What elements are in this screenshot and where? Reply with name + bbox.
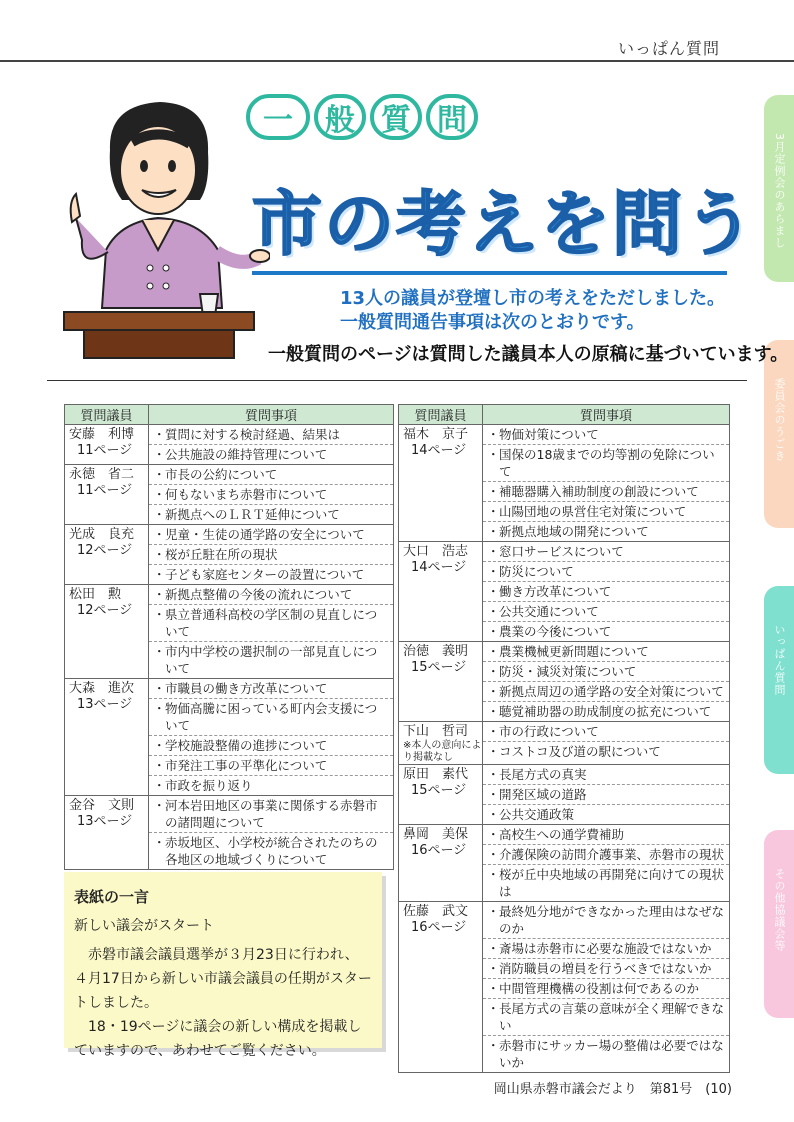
member-cell	[65, 525, 149, 585]
items-cell	[149, 679, 394, 796]
bullet-icon: ・	[153, 607, 166, 622]
member-name: 鼻岡 美保	[403, 827, 469, 842]
question-text: 長尾方式の真実	[499, 767, 587, 782]
question-text: 市長の公約について	[165, 467, 278, 482]
bullet-icon: ・	[487, 504, 500, 519]
bullet-icon: ・	[487, 941, 500, 956]
member-page[interactable]: 11ページ	[77, 443, 133, 458]
bullet-icon: ・	[487, 867, 500, 882]
member-page[interactable]: 12ページ	[77, 603, 133, 618]
side-tab-committee[interactable]: 委員会のうごき	[764, 340, 794, 528]
member-cell	[65, 585, 149, 679]
bullet-icon: ・	[487, 847, 500, 862]
member-name: 福木 京子	[403, 427, 469, 442]
bullet-icon: ・	[487, 767, 500, 782]
items-cell	[149, 525, 394, 585]
bullet-icon: ・	[153, 835, 166, 850]
question-item	[149, 585, 393, 605]
side-tab-session-summary[interactable]: 3月定例会のあらまし	[764, 95, 794, 282]
items-cell	[483, 765, 730, 825]
question-item	[483, 979, 729, 999]
bullet-icon: ・	[153, 758, 166, 773]
member-name: 治徳 義明	[403, 644, 469, 659]
question-item	[483, 682, 729, 702]
column-header-items: 質問事項	[149, 405, 394, 425]
bullet-icon: ・	[153, 447, 166, 462]
member-cell	[399, 642, 483, 722]
member-cell	[65, 679, 149, 796]
question-item	[149, 505, 393, 524]
question-text: 新拠点地域の開発について	[499, 524, 649, 539]
question-text: 市発注工事の平準化について	[165, 758, 328, 773]
question-text: 新拠点へのＬＲＴ延伸について	[165, 507, 340, 522]
member-page[interactable]: 16ページ	[411, 920, 467, 935]
question-item	[149, 796, 393, 833]
question-item	[149, 525, 393, 545]
items-cell	[149, 425, 394, 465]
member-name: 下山 哲司	[403, 724, 469, 739]
manuscript-note: 一般質問のページは質問した議員本人の原稿に基づいています。	[268, 344, 789, 365]
bullet-icon: ・	[153, 644, 166, 659]
bullet-icon: ・	[487, 827, 500, 842]
items-cell	[483, 825, 730, 902]
question-text: 桜が丘中央地域の再開発に向けての現状は	[499, 867, 725, 899]
question-text: コストコ及び道の駅について	[499, 744, 661, 759]
question-table-right	[398, 404, 730, 1073]
question-text: 防災について	[499, 564, 574, 579]
bullet-icon: ・	[487, 724, 500, 739]
badge-char: 問	[426, 94, 478, 140]
member-cell	[399, 825, 483, 902]
question-item	[483, 602, 729, 622]
bullet-icon: ・	[487, 807, 500, 822]
bullet-icon: ・	[487, 961, 500, 976]
badge-char: 一	[246, 94, 310, 140]
bullet-icon: ・	[487, 904, 500, 919]
bullet-icon: ・	[153, 738, 166, 753]
bullet-icon: ・	[487, 664, 500, 679]
title-underline	[252, 271, 727, 275]
question-text: 物価対策について	[499, 427, 599, 442]
question-text: 何もないまち赤磐市について	[165, 487, 328, 502]
question-text: 市内中学校の選択制の一部見直しについて	[165, 644, 378, 676]
items-cell	[483, 542, 730, 642]
bullet-icon: ・	[487, 544, 500, 559]
member-memo: ※本人の意向により掲載なし	[403, 740, 482, 763]
question-item	[483, 642, 729, 662]
bullet-icon: ・	[487, 447, 500, 462]
bullet-icon: ・	[153, 547, 166, 562]
header-rule	[0, 60, 794, 62]
table-body	[65, 425, 394, 870]
question-text: 働き方改革について	[499, 584, 612, 599]
question-text: 中間管理機構の役割は何であるのか	[499, 981, 700, 996]
question-text: 児童・生徒の通学路の安全について	[165, 527, 365, 542]
question-text: 農業の今後について	[499, 624, 612, 639]
member-name: 永徳 省二	[69, 467, 135, 482]
question-item	[149, 833, 393, 869]
bullet-icon: ・	[487, 787, 500, 802]
bullet-icon: ・	[153, 681, 166, 696]
question-item	[483, 702, 729, 721]
question-text: 公共交通について	[499, 604, 599, 619]
member-cell	[399, 425, 483, 542]
subtitle-line-2: 一般質問通告事項は次のとおりです。	[340, 312, 645, 333]
member-page[interactable]: 13ページ	[77, 697, 133, 712]
member-cell	[399, 765, 483, 825]
question-item	[483, 502, 729, 522]
bullet-icon: ・	[153, 427, 166, 442]
question-item	[149, 699, 393, 736]
question-text: 窓口サービスについて	[499, 544, 624, 559]
table-body	[399, 425, 730, 1073]
member-name: 金谷 文則	[69, 798, 135, 813]
bullet-icon: ・	[487, 584, 500, 599]
table-row	[399, 642, 730, 722]
table-row	[399, 825, 730, 902]
member-name: 松田 勲	[69, 587, 122, 602]
question-item	[483, 902, 729, 939]
question-text: 高校生への通学費補助	[499, 827, 625, 842]
question-text: 質問に対する検討経過、結果は	[165, 427, 341, 442]
bullet-icon: ・	[153, 798, 166, 813]
table-row	[65, 585, 394, 679]
question-item	[149, 776, 393, 795]
question-text: 市職員の働き方改革について	[165, 681, 328, 696]
items-cell	[149, 796, 394, 870]
question-table-left	[64, 404, 394, 870]
question-text: 市政を振り返り	[165, 778, 253, 793]
page-title: 市の考えを問う	[252, 183, 756, 265]
bullet-icon: ・	[487, 744, 500, 759]
question-text: 介護保険の訪問介護事業、赤磐市の現状	[499, 847, 725, 862]
subtitle-line-1: 13人の議員が登壇し市の考えをただしました。	[340, 288, 726, 309]
general-question-badge	[246, 94, 478, 140]
member-name: 大口 浩志	[403, 544, 469, 559]
question-text: 補聴器購入補助制度の創設について	[499, 484, 699, 499]
question-item	[483, 845, 729, 865]
bullet-icon: ・	[487, 704, 500, 719]
badge-char: 質	[370, 94, 422, 140]
speaker-illustration	[50, 90, 270, 360]
question-item	[483, 1036, 729, 1072]
cover-paragraph: 18・19ページに議会の新しい構成を掲載していますので、あわせてご覧ください。	[74, 1019, 362, 1059]
question-text: 子ども家庭センターの設置について	[165, 567, 365, 582]
question-text: 新拠点整備の今後の流れについて	[165, 587, 353, 602]
bullet-icon: ・	[487, 981, 500, 996]
question-item	[149, 736, 393, 756]
bullet-icon: ・	[153, 507, 166, 522]
items-cell	[149, 465, 394, 525]
question-item	[483, 825, 729, 845]
member-name: 原田 素代	[403, 767, 469, 782]
question-text: 最終処分地ができなかった理由はなぜなのか	[499, 904, 725, 936]
column-header-items: 質問事項	[483, 405, 730, 425]
question-item	[483, 805, 729, 824]
items-cell	[483, 902, 730, 1073]
question-text: 河本岩田地区の事業に関係する赤磐市の諸問題について	[165, 798, 378, 830]
side-tab-other-councils[interactable]: その他協議会等	[764, 830, 794, 1018]
badge-char: 般	[314, 94, 366, 140]
member-cell	[399, 902, 483, 1073]
items-cell	[483, 425, 730, 542]
question-item	[483, 522, 729, 541]
question-item	[149, 605, 393, 642]
member-page[interactable]: 11ページ	[77, 483, 133, 498]
question-item	[483, 722, 729, 742]
items-cell	[483, 722, 730, 765]
cover-subtitle: 新しい議会がスタート	[74, 918, 214, 934]
bullet-icon: ・	[153, 567, 166, 582]
bullet-icon: ・	[487, 1001, 500, 1016]
member-page[interactable]: 14ページ	[411, 560, 467, 575]
question-item	[483, 742, 729, 761]
table-row	[65, 525, 394, 585]
question-item	[483, 999, 729, 1036]
question-item	[149, 565, 393, 584]
bullet-icon: ・	[487, 604, 500, 619]
question-item	[149, 756, 393, 776]
table-row	[399, 765, 730, 825]
question-item	[483, 662, 729, 682]
question-item	[483, 785, 729, 805]
question-item	[483, 865, 729, 901]
table-row	[399, 722, 730, 765]
bullet-icon: ・	[153, 778, 166, 793]
question-text: 赤磐市にサッカー場の整備は必要ではないか	[499, 1038, 724, 1070]
side-tab-general-question[interactable]: いっぱん質問	[764, 586, 794, 774]
question-text: 長尾方式の言葉の意味が全く理解できない	[499, 1001, 725, 1033]
question-text: 学校施設整備の進捗について	[165, 738, 328, 753]
question-text: 消防職員の増員を行うべきではないか	[499, 961, 712, 976]
cover-comment-box	[64, 872, 382, 1059]
question-item	[149, 679, 393, 699]
member-cell	[65, 425, 149, 465]
question-item	[483, 482, 729, 502]
question-text: 新拠点周辺の通学路の安全対策について	[499, 684, 724, 699]
cover-title: 表紙の一言	[74, 888, 150, 906]
member-cell	[65, 796, 149, 870]
bullet-icon: ・	[487, 564, 500, 579]
member-page[interactable]: 13ページ	[77, 814, 133, 829]
table-row	[65, 465, 394, 525]
member-page[interactable]: 15ページ	[411, 660, 467, 675]
member-page[interactable]: 14ページ	[411, 443, 467, 458]
member-name: 安藤 利博	[69, 427, 135, 442]
member-page[interactable]: 12ページ	[77, 543, 133, 558]
bullet-icon: ・	[487, 524, 500, 539]
member-cell	[399, 542, 483, 642]
bullet-icon: ・	[487, 1038, 500, 1053]
member-name: 佐藤 武文	[403, 904, 469, 919]
table-row	[399, 542, 730, 642]
question-text: 開発区域の道路	[499, 787, 587, 802]
items-cell	[149, 585, 394, 679]
items-cell	[483, 642, 730, 722]
bullet-icon: ・	[487, 644, 500, 659]
bullet-icon: ・	[487, 427, 500, 442]
question-text: 赤坂地区、小学校が統合されたのちの各地区の地域づくりについて	[165, 835, 378, 867]
table-row	[65, 425, 394, 465]
question-item	[149, 465, 393, 485]
question-item	[483, 425, 729, 445]
question-item	[483, 765, 729, 785]
question-item	[149, 642, 393, 678]
bullet-icon: ・	[153, 487, 166, 502]
column-header-member: 質問議員	[399, 405, 483, 425]
question-item	[483, 562, 729, 582]
question-item	[483, 622, 729, 641]
question-item	[483, 939, 729, 959]
member-cell	[399, 722, 483, 765]
question-text: 桜が丘駐在所の現状	[165, 547, 278, 562]
question-item	[149, 485, 393, 505]
bullet-icon: ・	[487, 484, 500, 499]
member-page[interactable]: 16ページ	[411, 843, 467, 858]
question-text: 山陽団地の県営住宅対策について	[499, 504, 687, 519]
question-text: 防災・減災対策について	[499, 664, 637, 679]
table-row	[399, 902, 730, 1073]
column-header-member: 質問議員	[65, 405, 149, 425]
bullet-icon: ・	[487, 684, 500, 699]
question-text: 聴覚補助器の助成制度の拡充について	[499, 704, 712, 719]
bullet-icon: ・	[487, 624, 500, 639]
question-text: 斎場は赤磐市に必要な施設ではないか	[499, 941, 712, 956]
bullet-icon: ・	[153, 701, 166, 716]
question-item	[149, 545, 393, 565]
member-name: 大森 進次	[69, 681, 135, 696]
bullet-icon: ・	[153, 467, 166, 482]
page-footer: 岡山県赤磐市議会だより 第81号 (10)	[493, 1082, 732, 1097]
question-item	[149, 425, 393, 445]
question-item	[483, 542, 729, 562]
question-text: 物価高騰に困っている町内会支援について	[165, 701, 378, 733]
question-text: 県立普通科高校の学区制の見直しについて	[165, 607, 378, 639]
question-text: 公共施設の維持管理について	[165, 447, 328, 462]
question-text: 公共交通政策	[499, 807, 575, 822]
table-row	[399, 425, 730, 542]
section-label: いっぱん質問	[617, 39, 720, 58]
question-item	[483, 582, 729, 602]
cover-paragraph: 赤磐市議会議員選挙が３月23日に行われ、４月17日から新しい市議会議員の任期がスタートしました。	[74, 947, 372, 1011]
table-row	[65, 796, 394, 870]
question-text: 市の行政について	[499, 724, 599, 739]
bullet-icon: ・	[153, 587, 166, 602]
member-cell	[65, 465, 149, 525]
question-item	[483, 445, 729, 482]
table-row	[65, 679, 394, 796]
question-item	[483, 959, 729, 979]
member-name: 光成 良充	[69, 527, 135, 542]
section-divider	[47, 380, 747, 381]
question-item	[149, 445, 393, 464]
bullet-icon: ・	[153, 527, 166, 542]
question-text: 国保の18歳までの均等割の免除について	[499, 447, 715, 479]
question-text: 農業機械更新問題について	[499, 644, 649, 659]
member-page[interactable]: 15ページ	[411, 783, 467, 798]
